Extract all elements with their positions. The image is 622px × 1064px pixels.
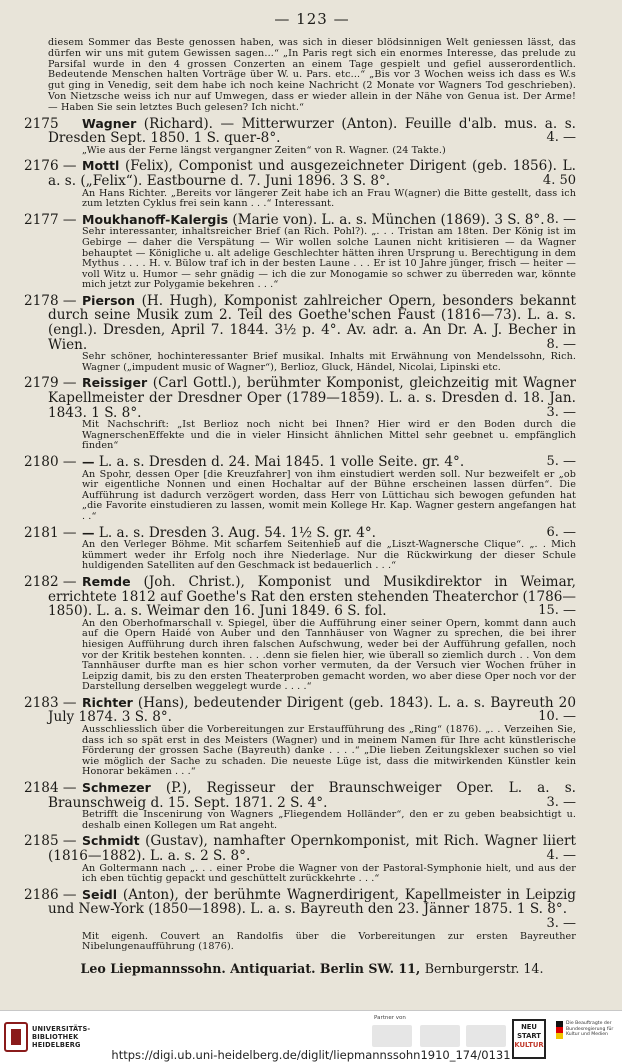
entry-name: Pierson <box>82 292 136 308</box>
entry-note: Ausschliesslich über die Vorbereitungen zur Erstaufführung des „Ring“ (1876). „. . Verzeihen Sie, dass ich so spät erst in des Meisters (Wagner) und in meinem Namen für Ihre acht künstlerische Förderung der grossen Sache (Bayreuth) danke . . . .“ „Die lieben Zeitungsklexer suchen so viel wie möglich der Sache zu schaden. Die neueste Lüge ist, dass die mitwirkenden Künstler kein Honorar bekämen . . .“ <box>82 724 576 778</box>
entry-heading <box>24 115 576 147</box>
entry-price: 3. — <box>546 794 576 810</box>
intro-text: diesem Sommer das Beste genossen haben, was sich in dieser blödsinnigen Welt geniessen lässt, das dürfen wir uns mit gutem Gewissen sagen...“ „In Paris regt sich ein enormes Interesse, das prelude zu Parsifal wurde in den 4 grossen Conzerten an einem Tage gespielt und gefiel ausserordentlich. Bedeutende Menschen halten Vorträge über W. u. Pars. etc...“ „Bis vor 3 Wochen weiss ich dass es W.s gut ging in Venedig, seit dem habe ich noch keine Nachricht (2 Monate vor Wagners Tod geschrieben). Von Nietzsche weiss ich nur auf Umwegen, dass er wieder allein in der Nähe von Genua ist. Der Arme! — Haben Sie sein letztes Buch gelesen? Ich nicht.“ <box>48 37 576 113</box>
entry-price: 4. 50 <box>542 172 576 188</box>
entry-heading <box>24 375 577 421</box>
entry-heading <box>24 886 576 931</box>
catalog-entry <box>24 375 577 452</box>
publisher-footer <box>48 961 576 976</box>
catalog-entry <box>24 886 576 953</box>
catalog-entry <box>24 833 576 885</box>
entry-number: 2177 — <box>24 211 77 228</box>
entry-note: An den Oberhofmarschall v. Spiegel, über die Aufführung einer seiner Opern, kommt dann auch auf die Opern Haidé von Auber und den Tannhäuser von Wagner zu sprechen, die bei ihrer hiesigen Aufführung durch ihren falschen Aufschwung, weder bei der Aufführung gefallen, noch vor der Kritik bestehen konnten. . . .denn sie fielen hier, wie überall so ziemlich durch . . Von dem Tannhäuser durfte man es hier schon vorher vermuten, da der Versuch vier Wochen früher in Leipzig damit, bis zu den ersten Theaterproben gemacht worden, wo aber diese Oper noch vor der Darstellung derselben weggelegt wurde . . . .“ <box>82 617 576 693</box>
entry-heading <box>24 573 576 620</box>
entry-heading <box>24 158 576 189</box>
entry-price: 8. — <box>546 211 576 227</box>
entry-heading <box>24 694 576 726</box>
entry-description: L. a. s. Dresden 3. Aug. 54. 1½ S. gr. 4°. <box>98 524 376 541</box>
partner-logo[interactable] <box>372 1025 412 1047</box>
publisher-address: Bernburgerstr. 14. <box>424 960 544 976</box>
entry-name: Richter <box>82 694 133 710</box>
entry-number: 2184 — <box>24 780 77 797</box>
entry-description: L. a. s. Dresden d. 24. Mai 1845. 1 volle Seite. gr. 4°. <box>98 454 465 471</box>
entry-price: 3. — <box>546 915 576 931</box>
permalink-url[interactable]: https://digi.ub.uni-heidelberg.de/diglit/liepmannssohn1910_174/0131 <box>111 1048 511 1062</box>
entry-note: „Wie aus der Ferne längst vergangner Zeiten“ von R. Wagner. (24 Takte.) <box>82 144 446 156</box>
bkm-logo[interactable]: Die Beauftragte der Bundesregierung für Kultur und Medien <box>556 1021 618 1057</box>
entry-name: Wagner <box>82 115 137 131</box>
entry-number: 2176 — <box>24 158 77 175</box>
entry-note: An den Verleger Böhme. Mit scharfem Seitenhieb auf die „Liszt-Wagnersche Clique“. „. . Mich kümmert weder ihr Erfolg noch ihre Niederlage. Nur die Rückwirkung der dieser Schule huldigenden Satelliten auf den Geschmack ist bedauerlich . . .“ <box>82 539 576 572</box>
partner-label: Partner von <box>374 1015 406 1021</box>
entry-price: 5. — <box>546 454 576 470</box>
entry-description: (Carl Gottl.), berühmter Komponist, gleichzeitig mit Wagner Kapellmeister der Dresdner Oper (1789—1859). L. a. s. Dresden d. 18. Jan. 1843. 1 S. 8°. <box>48 375 577 421</box>
catalog-entry <box>24 524 576 572</box>
entry-number: 2183 — <box>24 694 77 711</box>
entry-description: (Marie von). L. a. s. München (1869). 3 S. 8°. <box>232 211 545 228</box>
entry-note: An Goltermann nach „. . . einer Probe die Wagner von der Pastoral-Symphonie hielt, und aus der ich eben tüchtig gepackt und geschüttelt zurückkehrte . . .“ <box>82 862 576 885</box>
entry-number: 2181 — <box>24 524 77 541</box>
entry-note: Sehr schöner, hochinteressanter Brief musikal. Inhalts mit Erwähnung von Mendelssohn, Rich. Wagner („impudent music of Wagner“), Berlioz, Gluck, Händel, Nicolai, Lipinski etc. <box>82 351 576 373</box>
entry-note: Sehr interessanter, inhaltsreicher Brief (an Rich. Pohl?). „. . . Tristan am 18ten. Der König ist im Gebirge — daher die Verspätung — Wir wollen solche Launen nicht kritisieren — da Wagner behauptet — Königliche u. alt adelige Geschlechter hätten ihren Ursprung u. Berechtigung in dem Mythus . . . . H. v. Bülow traf ich in der besten Laune . . . Er ist 10 Jahre jünger, frisch — heiter — voll Witz u. Humor — sehr gnädig — ich die zur Monogamie so schwer zu überreden war, könnte mich jetzt zur Polygamie bekehren . . .“ <box>82 226 576 291</box>
entry-price: 15. — <box>538 603 576 619</box>
entry-name: Schmidt <box>82 833 140 849</box>
entry-name: Reissiger <box>82 375 148 391</box>
entry-description: (Anton), der berühmte Wagnerdirigent, Kapellmeister in Leipzig und New-York (1850—1898). L. a. s. Bayreuth den 23. Jänner 1875. 1 S. 8°. <box>48 886 576 918</box>
entry-number: 2185 — <box>24 833 77 850</box>
entries-list <box>24 115 577 953</box>
neustart-kultur-logo[interactable]: NEU START KULTUR <box>512 1019 546 1059</box>
entry-price: 6. — <box>546 524 576 540</box>
entry-price: 3. — <box>546 404 576 420</box>
catalog-entry <box>24 211 576 291</box>
entry-description: (Gustav), namhafter Opernkomponist, mit Rich. Wagner liiert (1816—1882). L. a. s. 2 S. 8°. <box>48 833 576 865</box>
entry-number: 2182 — <box>24 573 77 590</box>
catalog-entry <box>24 292 576 374</box>
entry-note: Mit Nachschrift: „Ist Berlioz noch nicht bei Ihnen? Hier wird er den Boden durch die WagnerschenEffekte und die in vieler Hinsicht ähnlichen Mittel sehr geebnet u. empfänglich finden“ <box>82 419 576 452</box>
catalog-entry <box>24 694 576 778</box>
entry-name: — <box>82 524 95 540</box>
entry-heading <box>24 454 576 471</box>
entry-name: Schmezer <box>82 780 151 796</box>
entry-note: Betrifft die Inscenirung von Wagners „Fliegendem Holländer“, den er zu geben beabsichtigt u. deshalb einen Kollegen um Rat angeht. <box>82 809 576 831</box>
university-library-logo[interactable]: UNIVERSITÄTS- BIBLIOTHEK HEIDELBERG <box>4 1017 124 1057</box>
entry-price: 10. — <box>538 709 576 725</box>
entry-name: Seidl <box>82 886 117 902</box>
entry-number: 2180 — <box>24 454 77 471</box>
entry-note: Mit eigenh. Couvert an Randolfis über die Vorbereitungen zur ersten Bayreuther Nibelungenaufführung (1876). <box>82 930 576 953</box>
catalog-entry <box>24 454 576 523</box>
partner-logo[interactable] <box>466 1025 506 1047</box>
entry-number: 2186 — <box>24 886 77 903</box>
entry-heading <box>24 524 576 541</box>
entry-description: (H. Hugh), Komponist zahlreicher Opern, besonders bekannt durch seine Musik zum 2. Teil des Goethe'schen Faust (1816—73). L. a. s. (engl.). Dresden, April 7. 1844. 3½ p. 4°. Av. adr. a. An Dr. A. J. Becher in Wien. <box>48 292 576 353</box>
publisher-name: Leo Liepmannssohn. Antiquariat. Berlin SW. 11, <box>80 960 421 976</box>
entry-price: 8. — <box>546 336 576 352</box>
entry-price: 4. — <box>546 848 576 864</box>
catalog-entry <box>24 115 576 157</box>
entry-description: (Felix), Componist und ausgezeichneter Dirigent (geb. 1856). L. a. s. („Felix“). Eastbourne d. 7. Juni 1896. 3 S. 8°. <box>48 158 576 189</box>
entry-heading <box>24 780 577 811</box>
viewer-logo-bar <box>0 1010 622 1064</box>
entry-heading <box>24 292 576 353</box>
entry-price: 4. — <box>546 130 576 146</box>
catalog-entry <box>24 158 576 210</box>
entry-description: (Richard). — Mitterwurzer (Anton). Feuille d'alb. mus. a. s. Dresden Sept. 1850. 1 S. quer-8°. <box>48 115 576 147</box>
entry-heading <box>24 833 576 865</box>
entry-name: Mottl <box>82 158 120 174</box>
entry-description: (Hans), bedeutender Dirigent (geb. 1843). L. a. s. Bayreuth 20 July 1874. 3 S. 8°. <box>48 694 576 726</box>
entry-number: 2179 — <box>24 375 77 392</box>
entry-name: — <box>82 454 95 470</box>
entry-number: 2175 <box>24 115 59 132</box>
federal-flag-icon <box>556 1021 563 1039</box>
entry-description: (P.), Regisseur der Braunschweiger Oper. L. a. s. Braunschweig d. 15. Sept. 1871. 2 S. 4°. <box>48 780 577 811</box>
entry-number: 2178 — <box>24 292 77 309</box>
partner-logo[interactable] <box>420 1025 460 1047</box>
entry-note: An Hans Richter. „Bereits vor längerer Zeit habe ich an Frau W(agner) die Bitte gestellt, dass ich zum letzten Cyklus frei sein kann . . .“ Interessant. <box>82 187 576 210</box>
page-number: — 123 — <box>274 10 350 28</box>
entry-note: An Spohr, dessen Oper [die Kreuzfahrer] von ihm einstudiert werden soll. Nur bezweifelt er „ob wir eigentliche Nonnen und einen Hochaltar auf der Bühne erscheinen lassen dürfen“. Die Aufführung ist dadurch verzögert worden, dass Herr von Lüttichau sich bewogen gefunden hat „die Favorite einstudieren zu lassen, womit mein Kollege Hr. Kap. Wagner gestern angefangen hat . .“ <box>82 468 576 522</box>
entry-name: Remde <box>82 573 131 589</box>
catalog-entry <box>24 780 577 831</box>
entry-description: (Joh. Christ.), Komponist und Musikdirektor in Weimar, errichtete 1812 auf Goethe's Rat den ersten stehenden Theaterchor (1786—1850). L. a. s. Weimar den 16. Juni 1849. 6 S. fol. <box>48 573 576 620</box>
catalog-entry <box>24 573 576 693</box>
entry-name: Moukhanoff-Kalergis <box>82 211 229 227</box>
entry-heading <box>24 211 576 228</box>
